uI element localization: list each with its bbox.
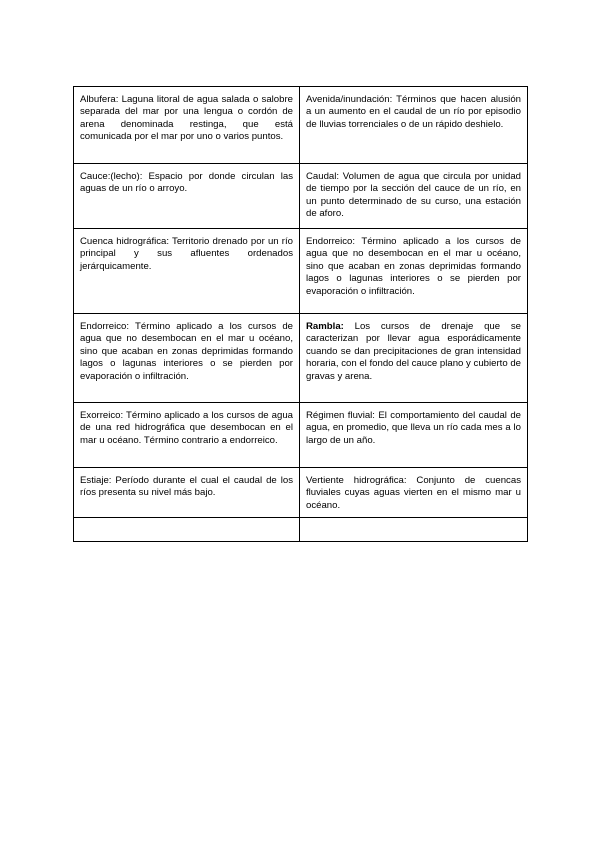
table-row [74, 403, 528, 468]
glossary-table [73, 86, 528, 542]
definition-vertiente-hidrografica: Vertiente hidrográfica: Conjunto de cuencas fluviales cuyas aguas vierten en el mismo mar u océano. [300, 468, 528, 518]
definition-endorreico-duplicate: Endorreico: Término aplicado a los cursos de agua que no desembocan en el mar u océano, sino que acaban en zonas deprimidas formando lagos o lagunas interiores o se pierden por evaporación o infiltración. [74, 314, 300, 403]
definition-avenida-inundacion: Avenida/inundación: Términos que hacen alusión a un aumento en el caudal de un río por episodio de lluvias torrenciales o de un rápido deshielo. [300, 87, 528, 164]
definition-caudal: Caudal: Volumen de agua que circula por unidad de tiempo por la sección del cauce de un río, en un punto determinado de su curso, una estación de aforo. [300, 164, 528, 229]
definition-cauce: Cauce:(lecho): Espacio por donde circulan las aguas de un río o arroyo. [74, 164, 300, 229]
definition-rambla [300, 314, 528, 403]
table-row [74, 164, 528, 229]
table-row [74, 468, 528, 518]
table-row [74, 87, 528, 164]
definition-cuenca-hidrografica: Cuenca hidrográfica: Territorio drenado por un río principal y sus afluentes ordenados jerárquicamente. [74, 229, 300, 314]
definition-albufera: Albufera: Laguna litoral de agua salada o salobre separada del mar por una lengua o cordón de arena denominada restinga, que está comunicada por el mar por uno o varios puntos. [74, 87, 300, 164]
empty-cell [300, 518, 528, 542]
definition-estiaje: Estiaje: Período durante el cual el caudal de los ríos presenta su nivel más bajo. [74, 468, 300, 518]
table-row [74, 314, 528, 403]
definition-regimen-fluvial: Régimen fluvial: El comportamiento del caudal de agua, en promedio, que lleva un río cada mes a lo largo de un año. [300, 403, 528, 468]
definition-endorreico: Endorreico: Término aplicado a los cursos de agua que no desembocan en el mar u océano, sino que acaban en zonas deprimidas formando lagos o lagunas interiores o se pierden por evaporación o infiltración. [300, 229, 528, 314]
table-row-empty [74, 518, 528, 542]
table-row [74, 229, 528, 314]
definition-rambla-text: Los cursos de drenaje que se caracterizan por llevar agua esporádicamente cuando se dan precipitaciones de gran intensidad horaria, con el fondo del cauce plano y cubierto de gravas y arena. [306, 321, 521, 382]
term-rambla: Rambla: [306, 321, 344, 332]
definition-exorreico: Exorreico: Término aplicado a los cursos de agua de una red hidrográfica que desembocan en el mar u océano. Término contrario a endorreico. [74, 403, 300, 468]
empty-cell [74, 518, 300, 542]
